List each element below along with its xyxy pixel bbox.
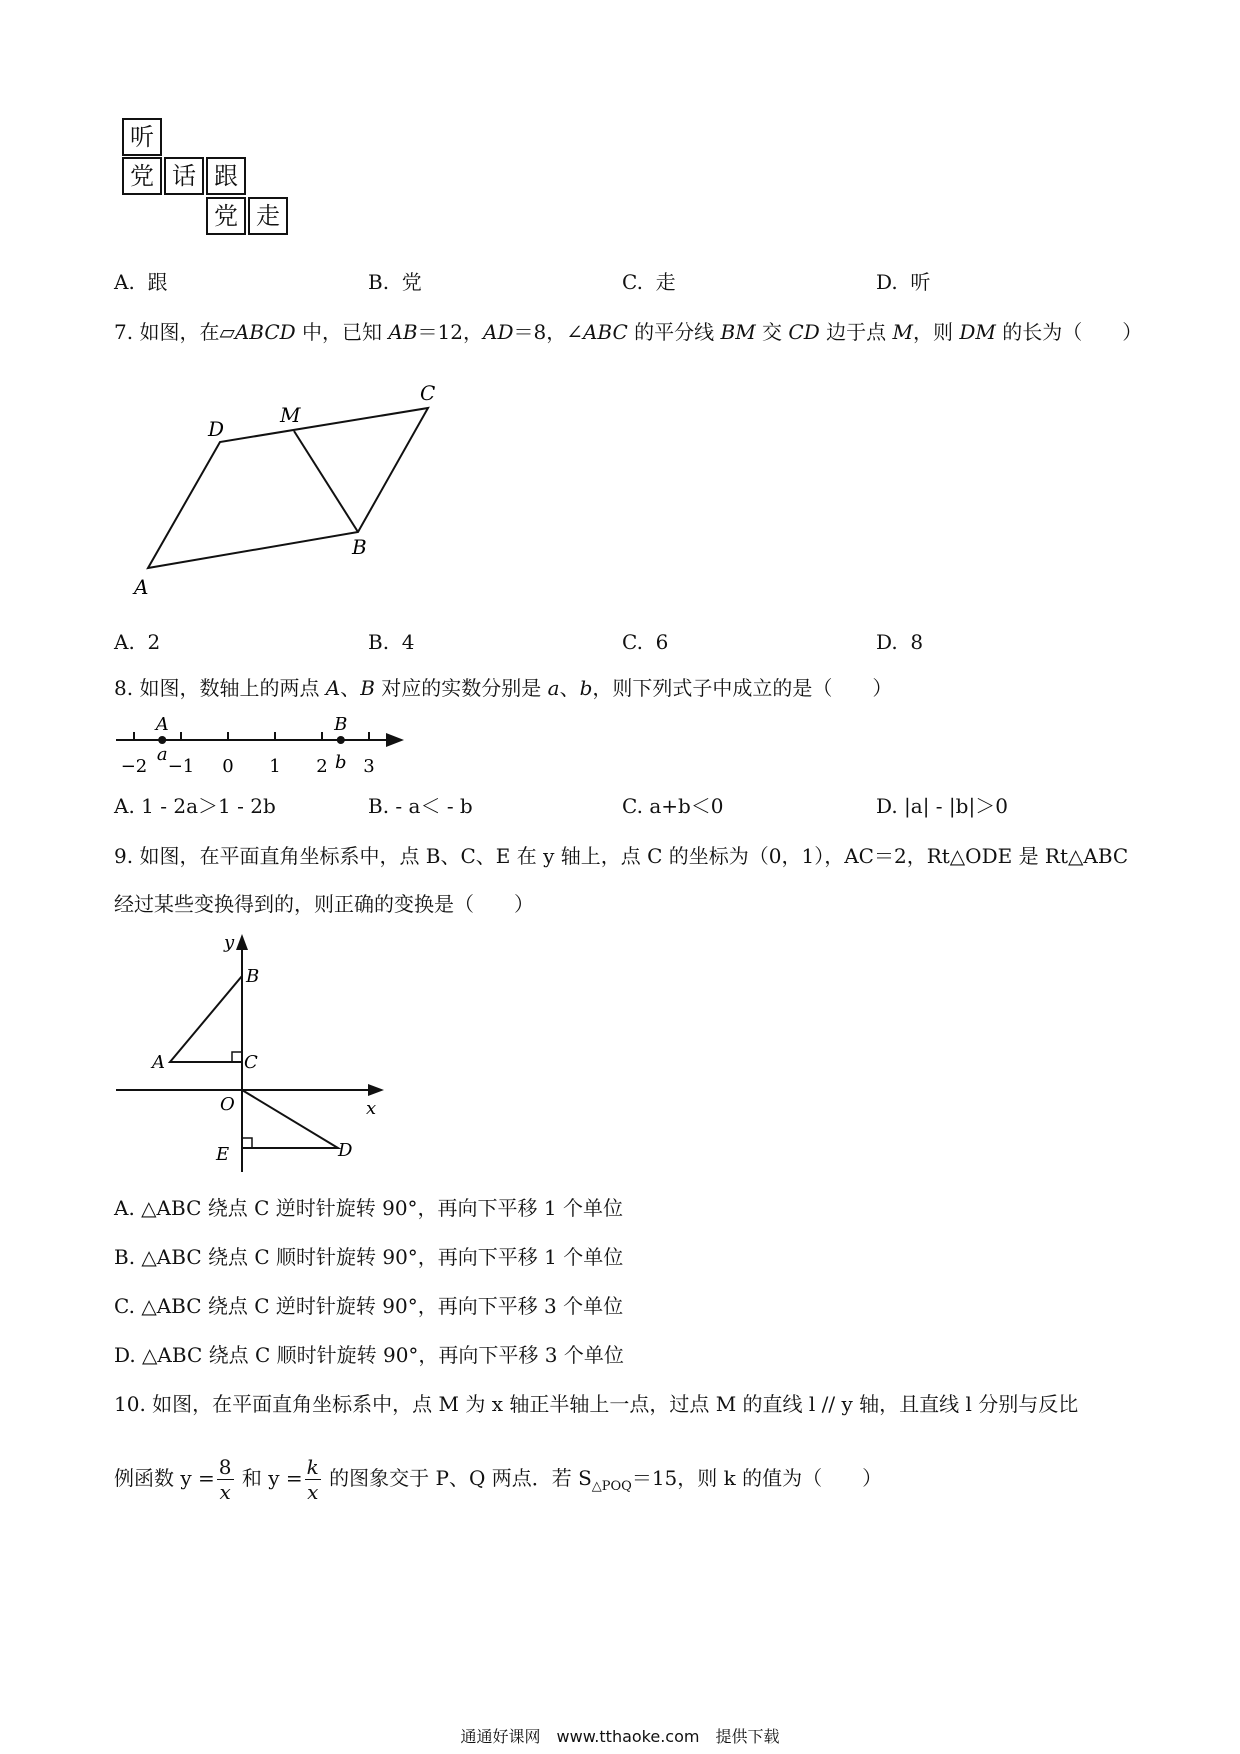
q8-stem: 8. 如图，数轴上的两点 A、B 对应的实数分别是 a、b，则下列式子中成立的是（ ） <box>114 676 893 700</box>
q7-stem: 7. 如图，在▱ABCD 中，已知 AB＝12，AD＝8，∠ABC 的平分线 BM 交 CD 边于点 M，则 DM 的长为（ ） <box>114 320 1143 344</box>
q9-option-c: C. △ABC 绕点 C 逆时针旋转 90°，再向下平移 3 个单位 <box>114 1294 624 1318</box>
q7-option-a: A. 2 <box>114 630 161 654</box>
q9-label-b: B <box>246 966 260 987</box>
q9-label-x: x <box>366 1098 377 1119</box>
q7-option-d: D. 8 <box>876 630 924 654</box>
q10-stem-line1: 10. 如图，在平面直角坐标系中，点 M 为 x 轴正半轴上一点，过点 M 的直线 l // y 轴，且直线 l 分别与反比 <box>114 1392 1079 1416</box>
q7-label-c: C <box>420 381 436 405</box>
q8-label-b: B <box>334 714 348 735</box>
q9-label-c: C <box>244 1052 258 1073</box>
q9-stem-line2: 经过某些变换得到的，则正确的变换是（ ） <box>114 892 534 916</box>
q9-label-y: y <box>224 932 235 953</box>
number-line-tick-label: 1 <box>269 756 281 777</box>
q9-stem-line1: 9. 如图，在平面直角坐标系中，点 B、C、E 在 y 轴上，点 C 的坐标为（0，1），AC＝2，Rt△ODE 是 Rt△ABC <box>114 844 1129 868</box>
q9-label-o: O <box>220 1094 235 1115</box>
q10-stem-line2: 例函数 y = $\frac{8}{x}$ 和 y = $\frac{k}{x}$ 的图象交于 P、Q 两点．若 $S_{\triangle POQ}=15$，则 k 的值为（ ） <box>114 1455 883 1504</box>
q8-option-a: A. 1 - 2a＞1 - 2b <box>114 794 276 818</box>
cube-net-cell: 话 <box>164 157 204 195</box>
q9-label-a: A <box>152 1052 165 1073</box>
q9-option-d: D. △ABC 绕点 C 顺时针旋转 90°，再向下平移 3 个单位 <box>114 1343 624 1367</box>
cube-net-cell: 跟 <box>206 157 246 195</box>
q6-option-b: B. 党 <box>368 270 422 294</box>
q7-label-b: B <box>352 535 367 559</box>
cube-net-cell: 走 <box>248 197 288 235</box>
number-line-tick-label: 2 <box>316 756 328 777</box>
q10-fraction-8-over-x: $\frac{8}{x}$ <box>218 1455 232 1504</box>
number-line-tick-label: 0 <box>222 756 234 777</box>
q7-label-a: A <box>134 575 149 599</box>
q7-label-d: D <box>208 417 225 441</box>
q7-option-b: B. 4 <box>368 630 415 654</box>
cube-net-cell: 党 <box>206 197 246 235</box>
q6-option-a: A. 跟 <box>114 270 168 294</box>
q10-fraction-k-over-x: $\frac{k}{x}$ <box>306 1455 319 1504</box>
q6-option-c: C. 走 <box>622 270 676 294</box>
q7-option-c: C. 6 <box>622 630 669 654</box>
q9-label-d: D <box>338 1140 353 1161</box>
q8-value-a: a <box>156 744 168 765</box>
q8-option-b: B. - a＜ - b <box>368 794 473 818</box>
q9-option-a: A. △ABC 绕点 C 逆时针旋转 90°，再向下平移 1 个单位 <box>114 1196 623 1220</box>
q8-value-b: b <box>335 752 347 773</box>
q8-option-d: D. |a| - |b|＞0 <box>876 794 1008 818</box>
q8-option-c: C. a+b＜0 <box>622 794 724 818</box>
q7-label-m: M <box>280 403 301 427</box>
cube-net-cell: 党 <box>122 157 162 195</box>
q9-option-b: B. △ABC 绕点 C 顺时针旋转 90°，再向下平移 1 个单位 <box>114 1245 624 1269</box>
number-line-tick-label: 3 <box>363 756 375 777</box>
q8-label-a: A <box>155 714 169 735</box>
cube-net-cell: 听 <box>122 118 162 156</box>
number-line-tick-label: −1 <box>167 756 195 777</box>
q6-option-d: D. 听 <box>876 270 931 294</box>
page-footer: 通通好课网 www.tthaoke.com 提供下载 <box>460 1727 780 1746</box>
number-line-tick-label: −2 <box>120 756 148 777</box>
q9-label-e: E <box>216 1144 230 1165</box>
